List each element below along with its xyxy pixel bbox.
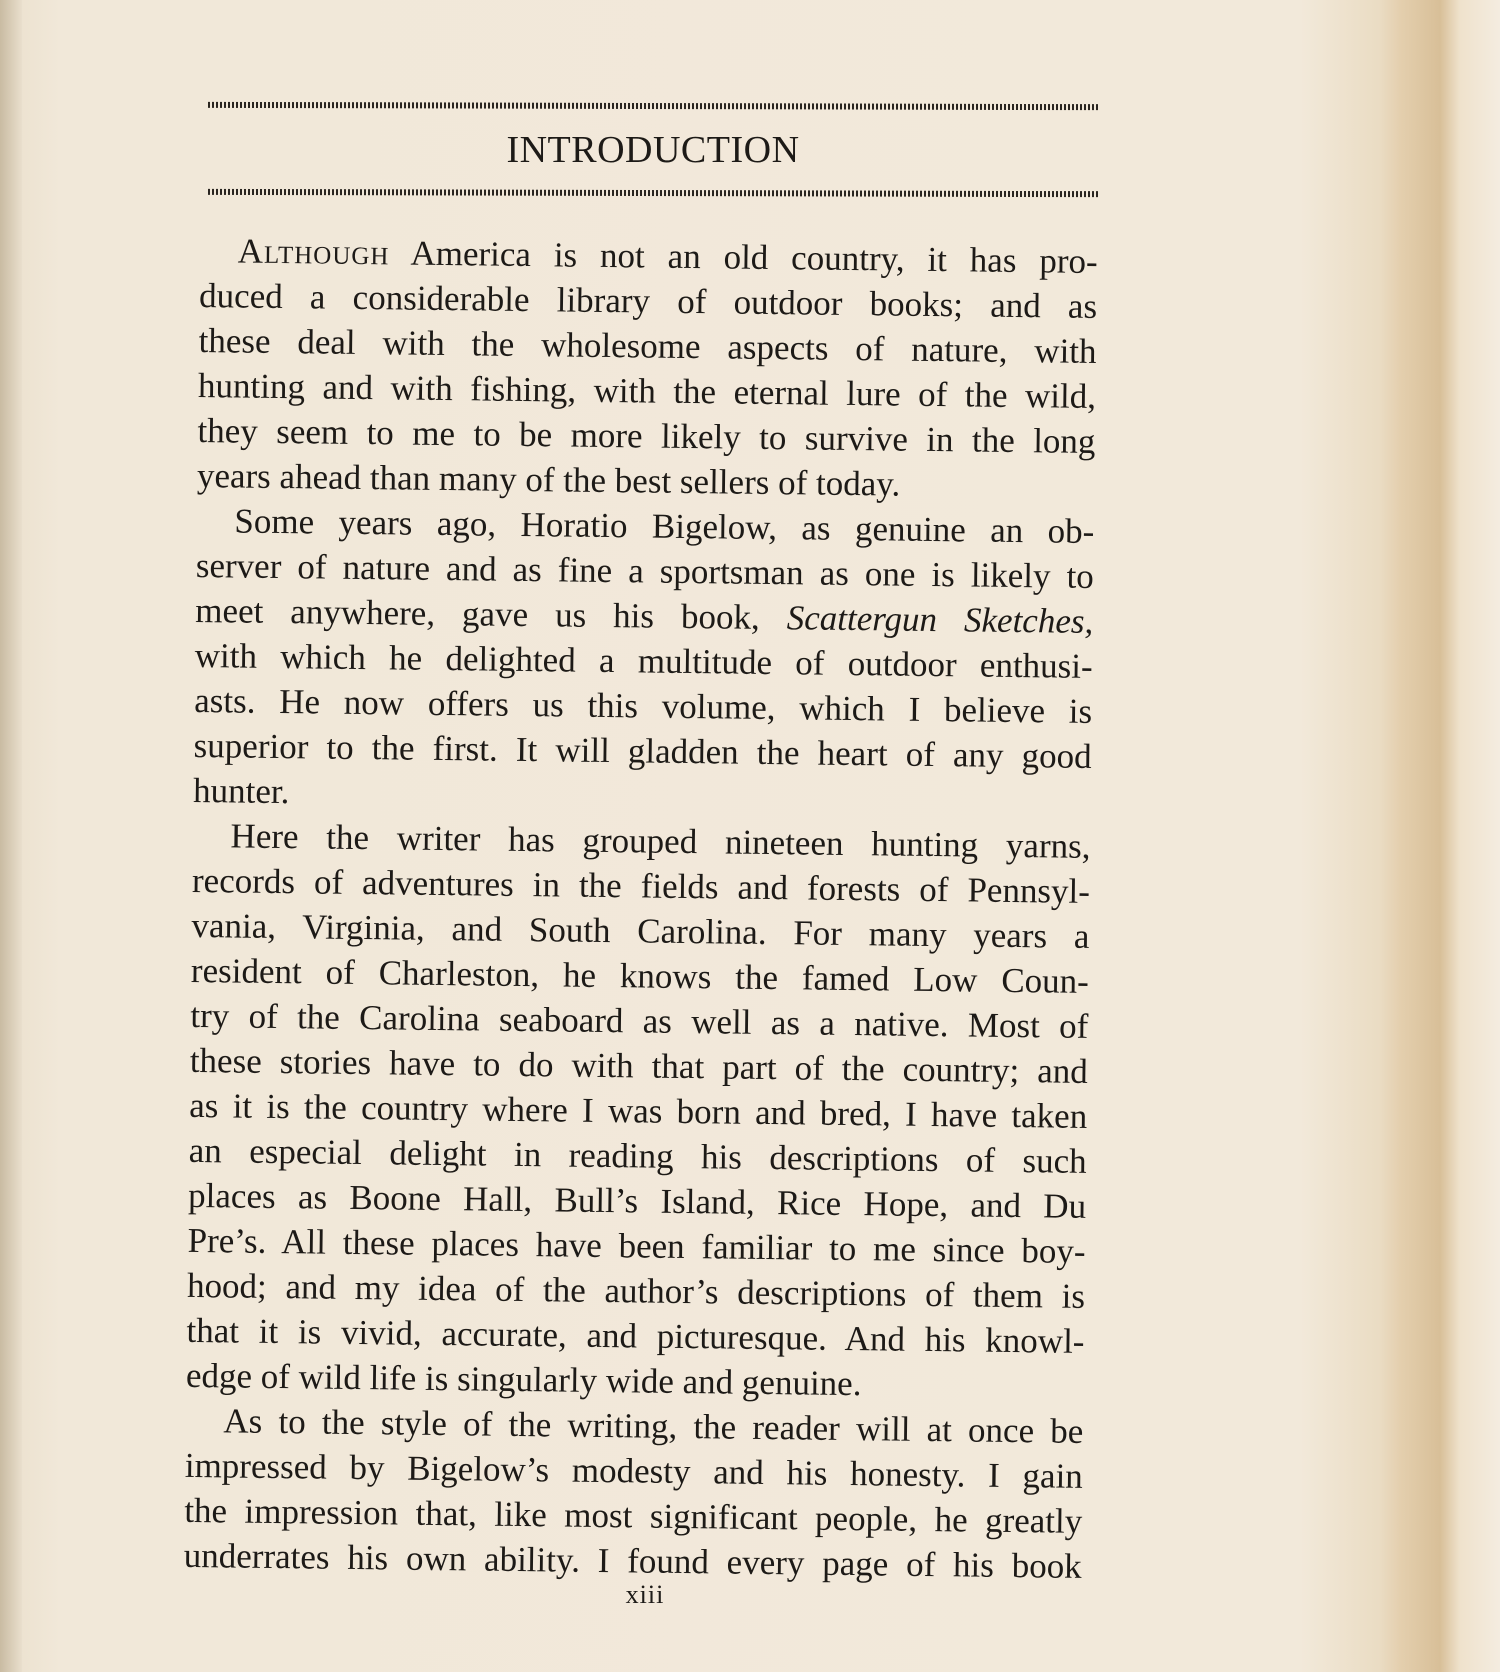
text-segment: As to the style of the writing, the reader will at once be xyxy=(223,1401,1084,1451)
text-segment: an especial delight in reading his descriptions of such xyxy=(188,1130,1087,1181)
text-segment: superior to the first. It will gladden the heart of any good xyxy=(193,725,1092,776)
text-segment: edge of wild life is singularly wide and genuine. xyxy=(185,1355,862,1404)
text-segment: these stories have to do with that part of the country; and xyxy=(189,1040,1089,1091)
text-segment: meet anywhere, gave us his book, xyxy=(195,590,787,638)
text-segment: underrates his own ability. I found every page of his book xyxy=(183,1535,1082,1586)
text-segment: resident of Charleston, he knows the famed Low Coun- xyxy=(190,950,1090,1001)
text-segment: Here the writer has grouped nineteen hunting yarns, xyxy=(230,816,1091,866)
text-segment: try of the Carolina seaboard as well as a native. Most of xyxy=(190,995,1089,1046)
book-title-italic: Scattergun Sketches, xyxy=(786,598,1094,641)
text-segment: the impression that, like most significant people, he greatly xyxy=(184,1490,1083,1541)
text-segment: years ahead than many of the best sellers of today. xyxy=(196,455,901,504)
text-segment: duced a considerable library of outdoor books; and as xyxy=(198,275,1098,326)
text-segment: America is not an old country, it has pro- xyxy=(389,233,1098,281)
text-segment: impressed by Bigelow’s modesty and his honesty. I gain xyxy=(184,1445,1084,1496)
dotted-rule-top xyxy=(208,102,1098,110)
text-segment: vania, Virginia, and South Carolina. For many years a xyxy=(191,905,1090,956)
text-segment: asts. He now offers us this volume, which I believe is xyxy=(193,680,1093,731)
small-caps-opening: Although xyxy=(237,231,390,273)
text-segment: records of adventures in the fields and forests of Pennsyl- xyxy=(191,860,1091,911)
page-number: xiii xyxy=(625,1580,665,1609)
text-segment: places as Boone Hall, Bull’s Island, Rice Hope, and Du xyxy=(187,1175,1087,1226)
book-gutter-edge xyxy=(0,0,22,1672)
text-segment: they seem to me to be more likely to survive in the long xyxy=(197,410,1096,461)
text-segment: these deal with the wholesome aspects of nature, with xyxy=(198,320,1097,371)
text-segment: Pre’s. All these places have been familiar to me since boy- xyxy=(187,1220,1086,1271)
text-segment: hunting and with fishing, with the eternal lure of the wild, xyxy=(197,365,1097,416)
text-segment: that it is vivid, accurate, and picturesque. And his knowl- xyxy=(186,1310,1085,1361)
text-segment: hood; and my idea of the author’s descriptions of them is xyxy=(186,1265,1086,1316)
chapter-heading: INTRODUCTION xyxy=(506,129,800,171)
text-segment: hunter. xyxy=(192,770,290,812)
text-segment: with which he delighted a multitude of outdoor enthusi- xyxy=(194,635,1093,686)
dotted-rule-bottom xyxy=(208,189,1098,197)
text-segment: as it is the country where I was born and bred, I have taken xyxy=(189,1085,1088,1136)
text-segment: Some years ago, Horatio Bigelow, as genuine an ob- xyxy=(234,501,1095,551)
text-segment: server of nature and as fine a sportsman as one is likely to xyxy=(195,545,1095,596)
body-text xyxy=(184,228,1098,1589)
